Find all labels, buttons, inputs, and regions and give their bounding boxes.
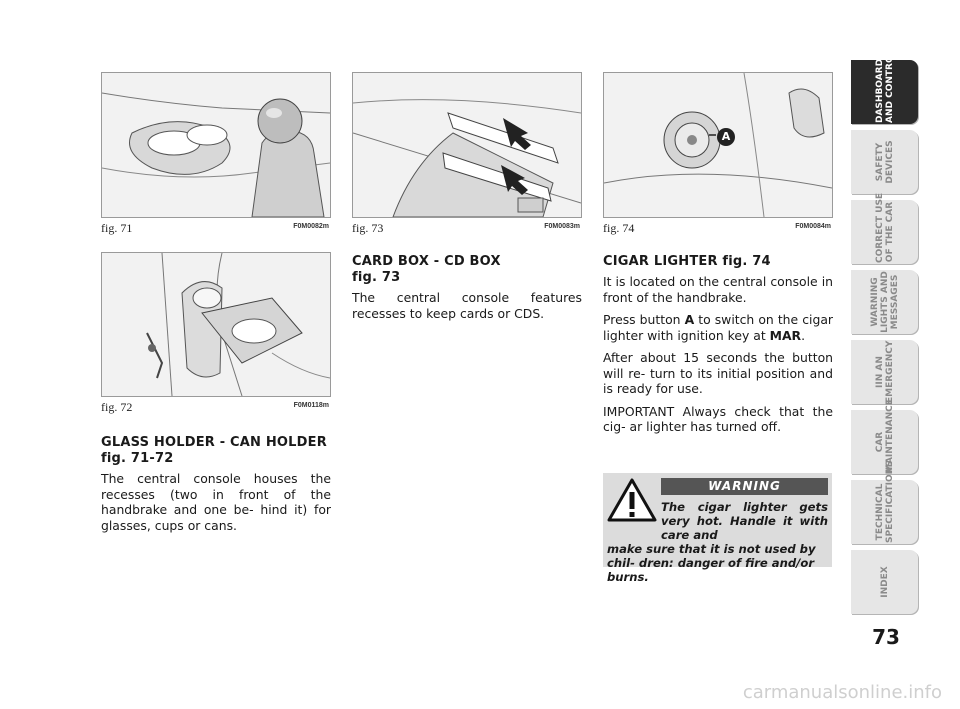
figure-71-label: fig. 71 [101, 221, 133, 235]
figure-74-label: fig. 74 [603, 221, 635, 235]
figure-73-label: fig. 73 [352, 221, 384, 235]
cigar-lighter-p3: After about 15 seconds the button will re- turn to its initial position and is ready for use. [603, 350, 833, 396]
section-cigar-lighter [603, 254, 833, 442]
tab-correct-use[interactable] [851, 192, 918, 264]
watermark: carmanualsonline.info [742, 682, 942, 703]
figure-73-code: F0M0083m [544, 223, 580, 230]
figure-73-caption [352, 220, 580, 236]
card-box-title [352, 254, 582, 286]
figure-72-code: F0M0118m [293, 402, 329, 409]
glass-holder-title-line-1: GLASS HOLDER - CAN HOLDER [101, 435, 327, 450]
tab-label: WARNING LIGHTS AND MESSAGES [869, 271, 900, 333]
cigar-lighter-key-ref: MAR [769, 327, 802, 343]
tab-label: CORRECT USE OF THE CAR [874, 192, 895, 263]
tab-label: DASHBOARD AND CONTROLS [874, 43, 895, 123]
glass-holder-title-line-2: fig. 71-72 [101, 451, 174, 466]
tab-label: CAR MAINTENANCE [874, 399, 895, 473]
figure-72-label: fig. 72 [101, 400, 133, 414]
tab-safety-devices[interactable] [851, 130, 918, 194]
section-glass-holder [101, 435, 331, 540]
warning-text [607, 500, 828, 584]
cigar-lighter-p2-c: . [801, 327, 806, 343]
warning-text-line-2: make sure that it is not used by chil- dren: danger of fire and/or burns. [607, 542, 816, 584]
tab-dashboard-and-controls[interactable] [851, 43, 918, 124]
figure-72-caption [101, 399, 329, 415]
warning-text-line-1: The cigar lighter gets very hot. Handle it with care and [661, 500, 828, 542]
tab-technical-specifications[interactable] [851, 460, 918, 544]
figure-74-image [603, 72, 833, 218]
figure-74-code: F0M0084m [795, 223, 831, 230]
warning-header: WARNING [661, 478, 828, 495]
cigar-lighter-p2 [603, 312, 833, 343]
cigar-lighter-p2-b: to switch on the cigar lighter with ignition key at [603, 312, 834, 343]
page-number: 73 [872, 625, 900, 649]
cigar-lighter-p1: It is located on the central console in front of the handbrake. [603, 274, 833, 305]
figure-72-image [101, 252, 331, 397]
figure-71-image [101, 72, 331, 218]
cigar-lighter-p4: IMPORTANT Always check that the cig- ar lighter has turned off. [603, 403, 833, 434]
tab-label: TECHNICAL SPECIFICATIONS [874, 460, 895, 543]
figure-71-code: F0M0082m [293, 223, 329, 230]
glass-holder-body: The central console houses the recesses (two in front of the handbrake and one be- hind it) for glasses, cups or cans. [101, 471, 331, 533]
tab-label: SAFETY DEVICES [874, 140, 895, 184]
tab-label: IIN AN EMERGENCY [874, 340, 895, 403]
figure-71-caption [101, 220, 329, 236]
figure-74-caption [603, 220, 831, 236]
warning-box [603, 473, 832, 584]
cigar-lighter-button-ref: A [684, 312, 695, 327]
tab-index[interactable] [851, 550, 918, 614]
glass-holder-title [101, 435, 331, 467]
tab-label: INDEX [879, 566, 890, 598]
cigar-lighter-title: CIGAR LIGHTER fig. 74 [603, 254, 771, 269]
callout-a-label: A [721, 130, 731, 143]
card-box-title-line-2: fig. 73 [352, 270, 401, 285]
cigar-lighter-p2-a: Press button [603, 312, 685, 327]
card-box-title-line-1: CARD BOX - CD BOX [352, 254, 501, 269]
card-box-body: The central console features recesses to keep cards or CDS. [352, 290, 582, 321]
figure-73-image [352, 72, 582, 218]
tab-warning-lights[interactable] [851, 270, 918, 334]
tab-in-an-emergency[interactable] [851, 340, 918, 404]
section-card-box [352, 254, 582, 328]
callout-a-badge [717, 128, 735, 146]
